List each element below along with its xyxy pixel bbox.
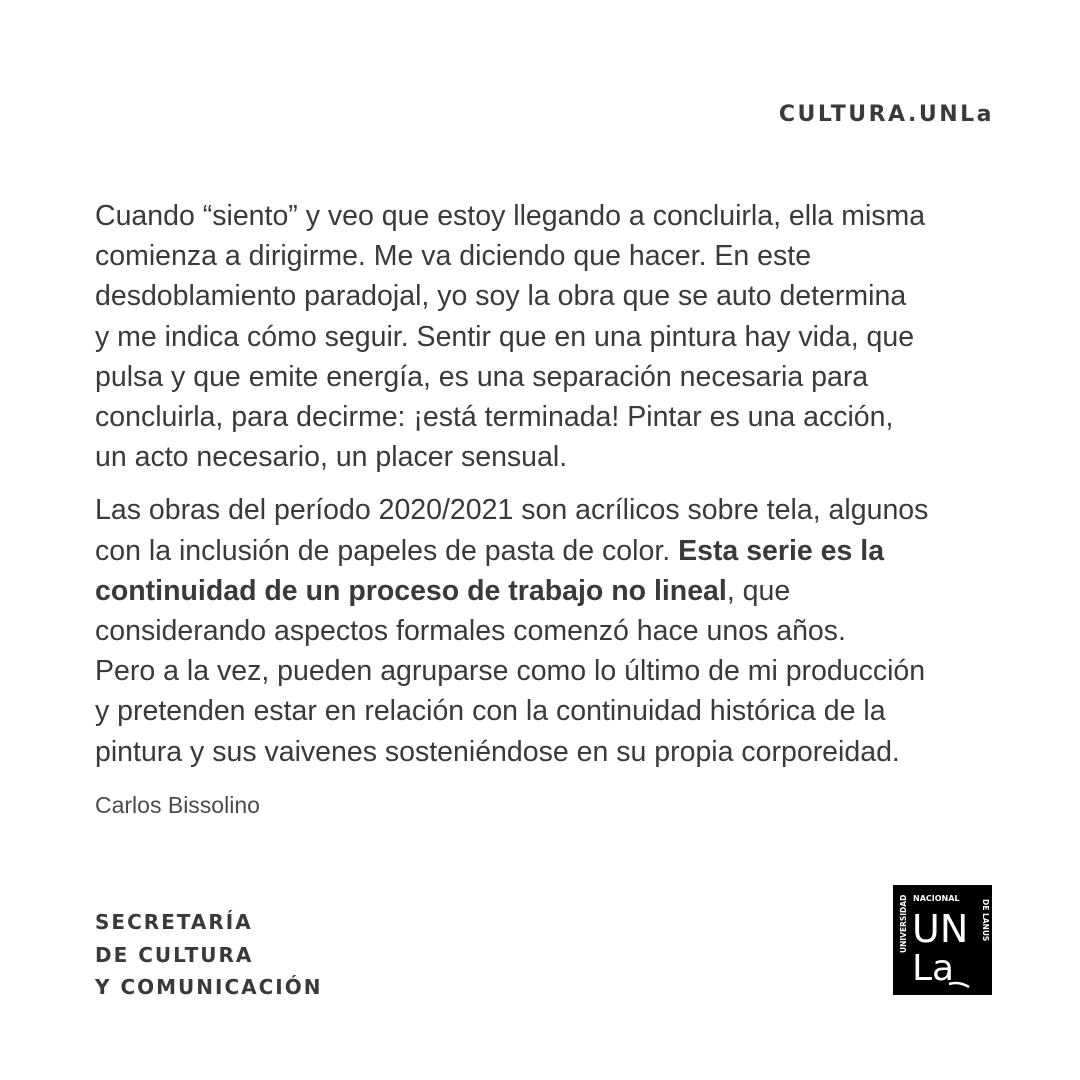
- logo-big-bottom: La: [912, 948, 955, 989]
- text-line: desdoblamiento paradojal, yo soy la obra que se auto determina: [95, 280, 907, 313]
- text-line: y me indica cómo seguir. Sentir que en una pintura hay vida, que: [95, 320, 915, 353]
- text-line: y pretenden estar en relación con la continuidad histórica de la: [95, 695, 886, 728]
- emphasis-text: Esta serie es la: [678, 534, 885, 567]
- logo-text-left: UNIVERSIDAD: [899, 894, 908, 953]
- paragraph-1: [95, 196, 995, 477]
- department-line: DE CULTURA: [95, 942, 254, 967]
- text-line: Cuando “siento” y veo que estoy llegando a concluirla, ella misma: [95, 200, 926, 232]
- paragraph-2: [95, 490, 995, 771]
- text-line: Las obras del período 2020/2021 son acrílicos sobre tela, algunos: [95, 494, 929, 527]
- department-name: [95, 906, 322, 1004]
- paragraph-spacer: [95, 477, 995, 490]
- text-line: Pero a la vez, pueden agruparse como lo último de mi producción: [95, 655, 926, 688]
- text-line: [95, 571, 995, 611]
- text-line: considerando aspectos formales comenzó hace unos años.: [95, 615, 846, 648]
- brand-title: CULTURA.UNLa: [778, 102, 994, 127]
- statement-text: [95, 196, 995, 772]
- department-line: SECRETARÍA: [95, 910, 253, 934]
- department-line: Y COMUNICACIÓN: [95, 975, 323, 999]
- unla-logo: [893, 885, 992, 995]
- text-line: un acto necesario, un placer sensual.: [95, 441, 568, 474]
- unla-logo-mark: [893, 885, 992, 995]
- logo-text-top: NACIONAL: [913, 894, 960, 903]
- text-line: pintura y sus vaivenes sosteniéndose en su propia corporeidad.: [95, 735, 900, 768]
- text-run: , que: [726, 574, 791, 607]
- text-line: [95, 531, 995, 571]
- logo-text-right: DE LANUS: [981, 899, 990, 942]
- emphasis-text: continuidad de un proceso de trabajo no lineal: [95, 574, 727, 607]
- text-line: concluirla, para decirme: ¡está terminada! Pintar es una acción,: [95, 401, 894, 434]
- text-run: con la inclusión de papeles de pasta de color.: [95, 534, 679, 567]
- logo-big-top: UN: [912, 907, 969, 951]
- author-signature: Carlos Bissolino: [95, 792, 260, 818]
- text-line: comienza a dirigirme. Me va diciendo que hacer. En este: [95, 240, 812, 273]
- text-line: pulsa y que emite energía, es una separación necesaria para: [95, 360, 869, 393]
